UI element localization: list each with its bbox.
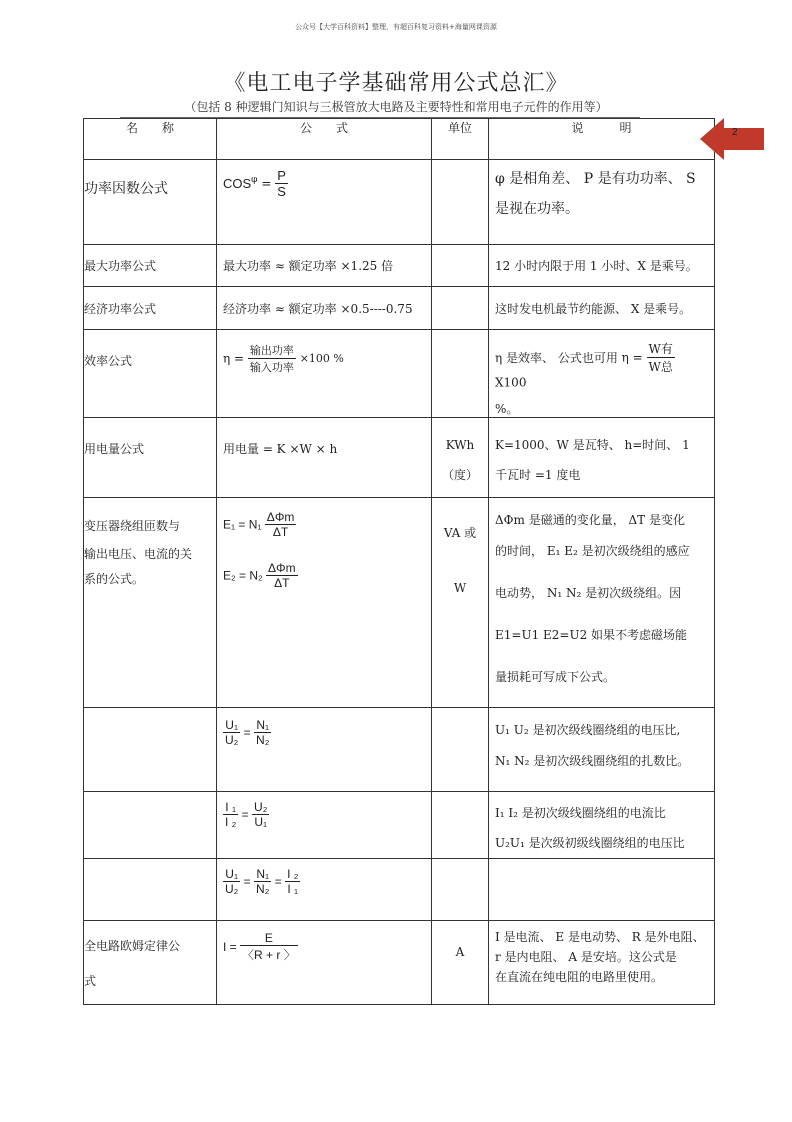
row-name [84,707,217,791]
numerator: ΔΦm [268,560,296,575]
row-name [84,858,217,920]
desc-line: 电动势， N₁ N₂ 是初次级绕组。因 [495,585,682,600]
row-desc [489,920,715,1004]
numerator: 输出功率 [249,344,294,357]
multiplier: ×100 % [299,352,344,365]
numerator: P [277,168,286,183]
desc-line: 在直流在纯电阻的电路里使用。 [495,969,664,984]
row-desc [489,707,715,791]
row-unit [432,245,489,287]
denominator: W总 [648,360,673,374]
unit-line: （度） [441,467,478,482]
fraction [252,800,269,829]
multiplier: X100 [495,375,527,390]
row-unit [432,791,489,858]
row-unit [432,160,489,245]
row-desc [489,330,715,418]
row-name: 最大功率公式 [84,245,217,287]
name-line: 变压器绕组匝数与 [84,518,181,533]
header-unit: 单位 [432,119,489,160]
denominator: U₂ [225,732,239,747]
formula-table [83,118,715,1005]
table-row [84,858,715,920]
desc-line: I₁ I₂ 是初次级线圈绕组的电流比 [495,805,666,820]
header-desc: 说 明 [489,119,715,160]
desc-line: ΔΦm 是磁通的变化量， ΔT 是变化 [495,512,685,527]
equals-sign: = [261,176,272,191]
numerator: N₁ [254,867,271,882]
desc-line: 千瓦时 =1 度电 [495,467,581,482]
desc-line: U₂U₁ 是次级初级线圈绕组的电压比 [495,835,685,850]
row-unit [432,287,489,330]
row-desc: 这时发电机最节约能源、 X 是乘号。 [489,287,715,330]
row-formula: 最大功率 ≈ 额定功率 ×1.25 倍 [217,245,432,287]
row-formula: 用电量 = K ×W × h [217,417,432,497]
denominator: N₂ [256,881,270,896]
name-line: 系的公式。 [84,571,145,586]
table-row [84,497,715,707]
numerator: N₁ [254,718,271,733]
row-unit [432,858,489,920]
row-formula [217,858,432,920]
denominator: U₂ [225,881,239,896]
desc-line: N₁ N₂ 是初次级线圈绕组的扎数比。 [495,753,690,768]
page-title: 《电工电子学基础常用公式总汇》 [223,71,569,96]
desc-line: 量损耗可写成下公式。 [495,669,616,684]
name-line: 式 [84,973,97,988]
row-name [84,920,217,1004]
page-subtitle: （包括 8 种逻辑门知识与三极管放大电路及主要特性和常用电子元件的作用等） [184,100,608,114]
table-row [84,791,715,858]
denominator: N₂ [256,732,270,747]
equals-sign: = [243,725,251,739]
eta-eq: η = [621,350,643,365]
desc-line: 的时间， E₁ E₂ 是初次级绕组的感应 [495,543,690,558]
desc-line: φ 是相角差、 P 是有功功率、 S [495,171,696,187]
table-row [84,287,715,330]
cos-label: COS [223,176,252,191]
current-lhs: I = [223,939,237,954]
desc-text: η 是效率、 公式也可用 [495,351,618,365]
row-desc [489,417,715,497]
red-arrow-icon [700,118,764,160]
denominator: 输入功率 [249,361,294,374]
numerator: U₁ [223,718,240,733]
numerator: U₁ [223,867,240,882]
row-desc [489,497,715,707]
denominator: I ₂ [225,814,237,829]
page-number: 2 [732,127,738,138]
denominator: ΔT [274,575,290,590]
desc-line: I 是电流、 E 是电动势、 R 是外电阻、 [495,929,705,944]
row-formula [217,707,432,791]
row-unit [432,330,489,418]
efficiency-lhs: η = [223,351,245,366]
unit-line: VA 或 [443,525,477,540]
desc-line: 是视在功率。 [495,201,579,217]
denominator: 〈R + r 〉 [242,947,296,962]
header-formula: 公 式 [217,119,432,160]
equals-sign: = [241,807,249,821]
phi-symbol: φ [251,175,258,185]
fraction [254,718,271,747]
name-line: 全电路欧姆定律公 [84,938,181,953]
denominator: U₁ [254,814,268,829]
desc-line: U₁ U₂ 是初次级线圈绕组的电压比, [495,722,681,737]
numerator: W有 [648,342,673,356]
header-name: 名 称 [84,119,217,160]
page-number-badge [700,118,764,160]
row-formula [217,330,432,418]
row-name: 功率因数公式 [84,160,217,245]
denominator: S [277,184,286,199]
row-name: 效率公式 [84,330,217,418]
table-row [84,417,715,497]
table-row [84,245,715,287]
fraction [265,510,297,539]
numerator: I ₁ [223,800,238,815]
unit-line: W [453,580,467,595]
row-name [84,497,217,707]
fraction [266,561,298,590]
row-formula: 经济功率 ≈ 额定功率 ×0.5----0.75 [217,287,432,330]
numerator: I ₂ [287,866,299,881]
emf-lhs: E₂ = N₂ [223,568,263,582]
fraction [223,718,240,747]
table-row [84,330,715,418]
emf-lhs: E₁ = N₁ [223,517,262,531]
row-desc [489,791,715,858]
emf-formula-2 [223,561,425,590]
equals-sign: = [274,874,282,888]
fraction [285,867,300,896]
unit-line: KWh [445,437,475,452]
name-line: 输出电压、电流的关 [84,546,193,561]
table-row [84,160,715,245]
row-name: 经济功率公式 [84,287,217,330]
emf-formula-1 [223,510,425,539]
fraction [223,867,240,896]
numerator: ΔΦm [266,509,295,524]
fraction [254,867,271,896]
row-unit: A [432,920,489,1004]
numerator: U₂ [254,799,268,814]
row-formula [217,920,432,1004]
header-note: 公众号【大学百科资料】整理，有超百科复习资料+海量网课资源 [295,23,497,31]
denominator: ΔT [272,524,289,539]
row-name: 用电量公式 [84,417,217,497]
numerator: E [240,931,298,946]
fraction [647,340,675,375]
desc-line: E1=U1 E2=U2 如果不考虑磁场能 [495,627,688,642]
row-desc: 12 小时内限于用 1 小时、X 是乘号。 [489,245,715,287]
denominator: I ₁ [287,881,299,896]
row-unit [432,707,489,791]
desc-line: %。 [495,401,519,416]
row-formula [217,160,432,245]
desc-line [495,340,708,390]
fraction [275,168,288,199]
row-unit [432,417,489,497]
row-desc [489,858,715,920]
row-formula [217,497,432,707]
fraction [240,931,298,963]
table-header-row [84,119,715,160]
row-name [84,791,217,858]
fraction [248,342,296,375]
fraction [223,800,238,829]
table-row [84,920,715,1004]
row-desc [489,160,715,245]
desc-line: K=1000、W 是瓦特、 h=时间、 1 [495,437,690,452]
row-formula [217,791,432,858]
table-row [84,707,715,791]
row-unit [432,497,489,707]
desc-line: r 是内电阻、 A 是安培。这公式是 [495,949,677,964]
equals-sign: = [243,874,251,888]
